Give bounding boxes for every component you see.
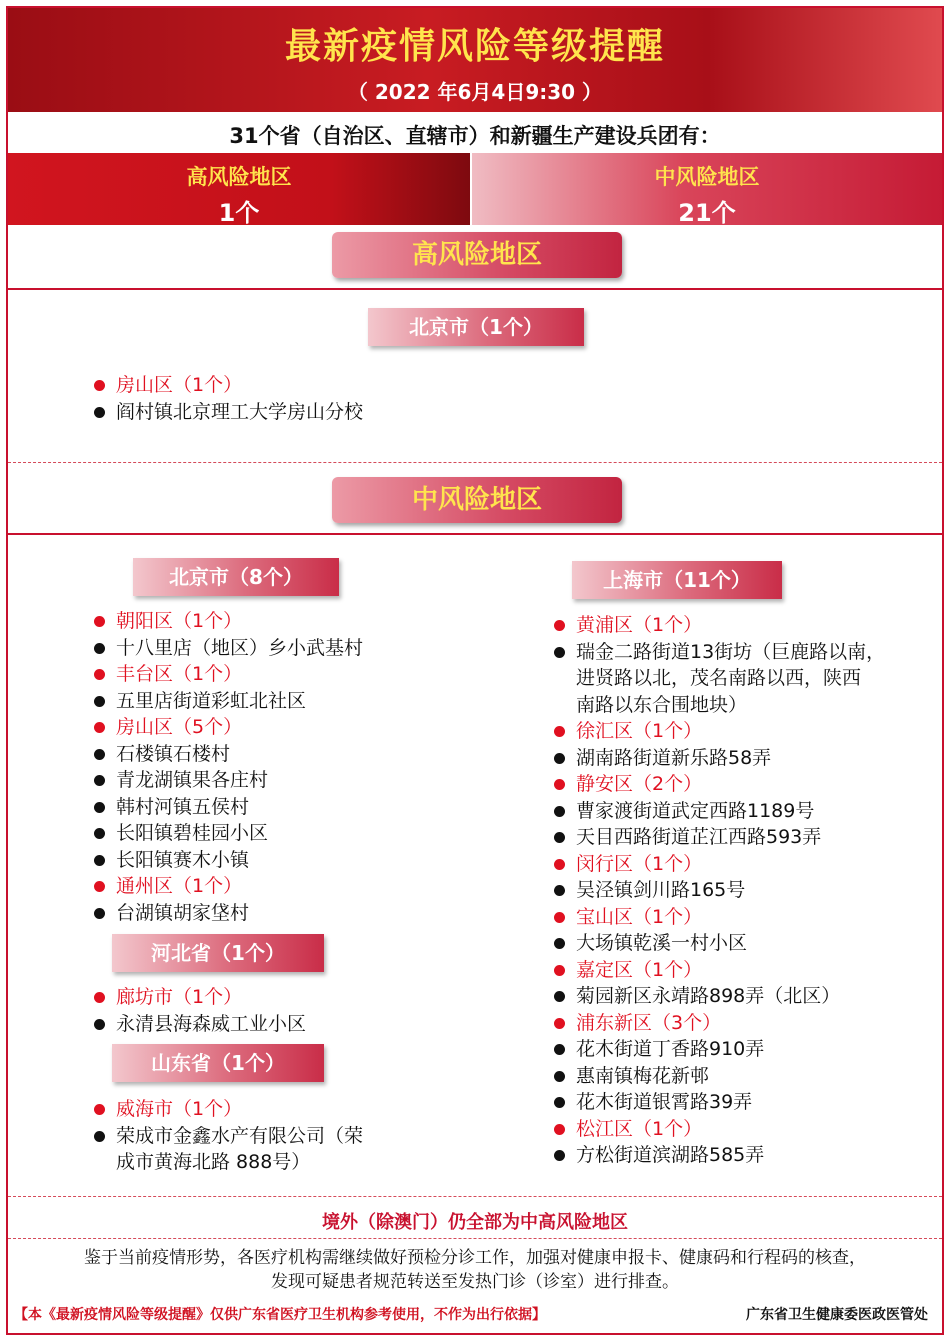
location-item [552,983,942,1010]
issuer: 广东省卫生健康委医政医管处 [746,1307,928,1323]
beijing-list [92,608,492,926]
bullet-icon [94,881,105,892]
location-label: 荣成市金鑫水产有限公司（荣 成市黄海北路 888号） [116,1124,364,1173]
location-label: 花木街道银霄路39弄 [576,1091,753,1113]
location-label: 阎村镇北京理工大学房山分校 [116,400,364,423]
district-label: 丰台区（1个） [116,663,243,685]
location-label: 长阳镇赛木小镇 [116,848,250,871]
district-item [92,1096,492,1123]
bullet-icon [554,938,565,949]
district-item [552,1116,942,1143]
intro-text: 31个省（自治区、直辖市）和新疆生产建设兵团有： [229,124,721,148]
bullet-icon [94,802,105,813]
region-tag-beijing: 北京市（8个） [133,558,339,596]
district-label: 浦东新区（3个） [576,1011,722,1034]
location-label: 永清县海森威工业小区 [116,1012,307,1035]
bullet-icon [94,696,105,707]
district-label: 黄浦区（1个） [576,614,703,636]
location-label: 台湖镇胡家垡村 [116,901,250,924]
district-item [552,612,942,639]
high-risk-summary [8,153,470,225]
district-label: 威海市（1个） [116,1098,243,1120]
location-item [552,1036,942,1063]
bullet-icon [554,859,565,870]
location-item [552,1142,942,1169]
district-label: 房山区（1个） [116,374,243,396]
dashed-divider [8,1238,942,1239]
location-item [92,900,492,927]
location-item [92,1123,492,1176]
location-item [552,1063,942,1090]
section-divider [8,288,942,290]
district-item [552,851,942,878]
district-label: 闵行区（1个） [576,852,703,875]
location-label: 五里店街道彩虹北社区 [116,689,307,712]
notice-poster [6,6,944,1335]
bullet-icon [554,753,565,764]
bullet-icon [94,1131,105,1142]
location-label: 天目西路街道芷江西路593弄 [576,826,822,848]
district-item [552,957,942,984]
location-label: 长阳镇碧桂园小区 [116,822,269,844]
district-label: 松江区（1个） [576,1117,703,1140]
bullet-icon [94,616,105,627]
district-item [552,904,942,931]
location-label: 菊园新区永靖路898弄（北区） [576,985,841,1007]
shandong-list [92,1096,492,1176]
location-item [92,847,492,874]
district-item [552,1010,942,1037]
mid-risk-section-title: 中风险地区 [332,477,622,523]
location-item [92,1011,492,1038]
bullet-icon [94,749,105,760]
location-label: 湖南路街道新乐路58弄 [576,746,772,769]
bullet-icon [554,991,565,1002]
district-label: 静安区（2个） [576,773,703,795]
district-label: 嘉定区（1个） [576,958,703,981]
bullet-icon [554,806,565,817]
bullet-icon [554,1150,565,1161]
location-label: 韩村河镇五侯村 [116,795,250,818]
bullet-icon [94,643,105,654]
location-label: 大场镇乾溪一村小区 [576,932,748,954]
advisory-line-1: 鉴于当前疫情形势，各医疗机构需继续做好预检分诊工作，加强对健康申报卡、健康码和行程码的核查， [84,1248,866,1268]
bullet-icon [554,620,565,631]
bullet-icon [554,912,565,923]
bullet-icon [94,1104,105,1115]
location-item [92,635,492,662]
district-item [92,714,492,741]
location-item [92,794,492,821]
bullet-icon [554,965,565,976]
bullet-icon [94,992,105,1003]
district-label: 朝阳区（1个） [116,610,243,632]
location-label: 花木街道丁香路910弄 [576,1038,765,1060]
location-label: 瑞金二路街道13街坊（巨鹿路以南， 进贤路以北，茂名南路以西，陕西 南路以东合围地块） [576,640,886,716]
location-item [552,824,942,851]
shanghai-list [552,612,942,1169]
bullet-icon [94,722,105,733]
bullet-icon [94,828,105,839]
bullet-icon [94,669,105,680]
dashed-divider [8,462,942,463]
bullet-icon [554,726,565,737]
bullet-icon [554,1097,565,1108]
bullet-icon [94,855,105,866]
bullet-icon [94,380,105,391]
district-item [92,873,492,900]
advisory-line-2: 发现可疑患者规范转送至发热门诊（诊室）进行排查。 [271,1272,679,1292]
high-risk-section-title: 高风险地区 [332,232,622,278]
location-item [552,1089,942,1116]
high-risk-list [92,372,692,425]
bullet-icon [94,908,105,919]
location-item [92,820,492,847]
page-title: 最新疫情风险等级提醒 [284,26,665,67]
district-label: 通州区（1个） [116,875,243,897]
location-item [552,639,942,719]
location-label: 石楼镇石楼村 [116,742,231,765]
district-item [552,771,942,798]
abroad-notice: 境外（除澳门）仍全部为中高风险地区 [322,1212,628,1233]
mid-risk-summary [472,153,942,225]
district-item [92,372,692,399]
section-divider [8,533,942,535]
bullet-icon [94,407,105,418]
location-label: 青龙湖镇果各庄村 [116,769,269,791]
district-label: 徐汇区（1个） [576,720,703,742]
location-item [552,930,942,957]
location-item [552,798,942,825]
region-tag-shanghai: 上海市（11个） [572,561,782,599]
bullet-icon [94,1019,105,1030]
location-item [92,399,692,426]
high-risk-summary-count: 1个 [218,199,260,227]
location-item [552,877,942,904]
bullet-icon [94,775,105,786]
bullet-icon [554,1018,565,1029]
bullet-icon [554,1044,565,1055]
region-tag-beijing-high: 北京市（1个） [368,308,584,346]
location-item [92,688,492,715]
location-label: 十八里店（地区）乡小武基村 [116,636,364,659]
mid-risk-summary-count: 21个 [678,199,736,227]
region-tag-shandong: 山东省（1个） [112,1044,324,1082]
header-banner [8,8,942,112]
bullet-icon [554,832,565,843]
district-label: 房山区（5个） [116,716,243,738]
bullet-icon [554,647,565,658]
disclaimer: 【本《最新疫情风险等级提醒》仅供广东省医疗卫生机构参考使用，不作为出行依据】 [14,1307,546,1323]
advisory-text [8,1246,942,1294]
bullet-icon [554,1124,565,1135]
bullet-icon [554,779,565,790]
district-item [92,661,492,688]
location-item [92,767,492,794]
location-label: 惠南镇梅花新邨 [576,1064,710,1087]
hebei-list [92,984,492,1037]
dashed-divider [8,1196,942,1197]
mid-risk-summary-label: 中风险地区 [654,165,760,189]
district-label: 廊坊市（1个） [116,986,243,1008]
high-risk-summary-label: 高风险地区 [186,165,292,189]
bullet-icon [554,885,565,896]
region-tag-hebei: 河北省（1个） [112,934,324,972]
location-item [92,741,492,768]
location-label: 曹家渡街道武定西路1189号 [576,799,815,822]
district-item [92,984,492,1011]
location-label: 吴泾镇剑川路165号 [576,879,746,901]
district-item [552,718,942,745]
update-time: （ 2022 年6月4日9:30 ） [347,80,603,104]
district-label: 宝山区（1个） [576,905,703,928]
location-item [552,745,942,772]
location-label: 方松街道滨湖路585弄 [576,1144,765,1166]
district-item [92,608,492,635]
bullet-icon [554,1071,565,1082]
